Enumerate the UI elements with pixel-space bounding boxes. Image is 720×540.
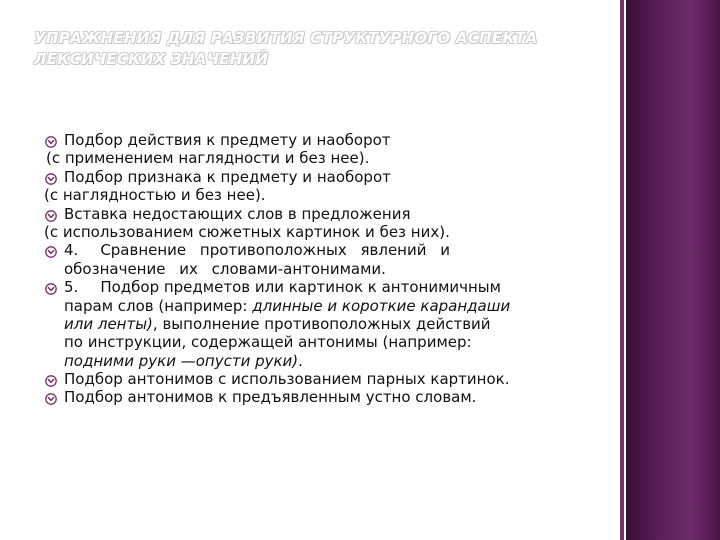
item-text-italic: или ленты) [64, 314, 153, 333]
item-continuation [44, 333, 609, 351]
item-text-italic: подними руки —опусти руки) [64, 351, 299, 370]
item-continuation-text: обозначение их словами-антонимами. [64, 259, 386, 278]
item-text-plain: , выполнение противоположных действий [152, 314, 491, 333]
list-item [44, 370, 609, 388]
circled-chevron-icon [45, 134, 57, 146]
item-text: Подбор действия к предмету и наоборот [64, 131, 391, 149]
item-continuation-text: (с использованием сюжетных картинок и без них). [44, 222, 450, 241]
list-item [44, 241, 609, 259]
accent-stripe [626, 0, 720, 540]
list-item [44, 168, 609, 186]
circled-chevron-icon [45, 208, 57, 220]
item-continuation-text: (с применением наглядности и без нее). [46, 149, 370, 168]
list-item [44, 205, 609, 223]
item-continuation [44, 297, 609, 315]
item-text-plain: . [298, 351, 303, 370]
circled-chevron-icon [45, 171, 57, 183]
item-text: Вставка недостающих слов в предложения [64, 204, 411, 223]
item-text-italic: длинные и короткие карандаши [252, 296, 511, 315]
slide-title [34, 28, 594, 70]
item-continuation [44, 315, 609, 333]
accent-stripe-line [620, 0, 624, 540]
item-number: 4. [64, 241, 79, 260]
item-text-plain: парам слов (например: [64, 296, 253, 315]
item-continuation-text: (с наглядностью и без нее). [44, 186, 266, 205]
title-line-1: УПРАЖНЕНИЯ ДЛЯ РАЗВИТИЯ СТРУКТУРНОГО АСПЕКТА [34, 29, 538, 47]
circled-chevron-icon [45, 373, 57, 385]
item-text-plain: по инструкции, содержащей антонимы (например: [64, 333, 472, 352]
list-item [44, 131, 609, 149]
item-text: Подбор антонимов к предъявленным устно словам. [64, 388, 477, 407]
item-continuation [44, 260, 609, 278]
title-line-2: ЛЕКСИЧЕСКИХ ЗНАЧЕНИЙ [34, 50, 269, 68]
item-continuation [44, 186, 609, 204]
item-text: Подбор признака к предмету и наоборот [64, 167, 391, 186]
item-continuation [44, 352, 609, 370]
circled-chevron-icon [45, 391, 57, 403]
circled-chevron-icon [45, 281, 57, 293]
list-item [44, 278, 609, 296]
item-number: 5. [64, 278, 79, 297]
list-item [44, 388, 609, 406]
item-continuation [44, 149, 609, 167]
item-text: Подбор антонимов с использованием парных картинок. [64, 370, 510, 389]
circled-chevron-icon [45, 244, 57, 256]
item-text: Подбор предметов или картинок к антонимичным [100, 278, 501, 297]
bullet-list [44, 131, 609, 407]
item-text: Сравнение противоположных явлений и [100, 241, 450, 260]
item-continuation [44, 223, 609, 241]
